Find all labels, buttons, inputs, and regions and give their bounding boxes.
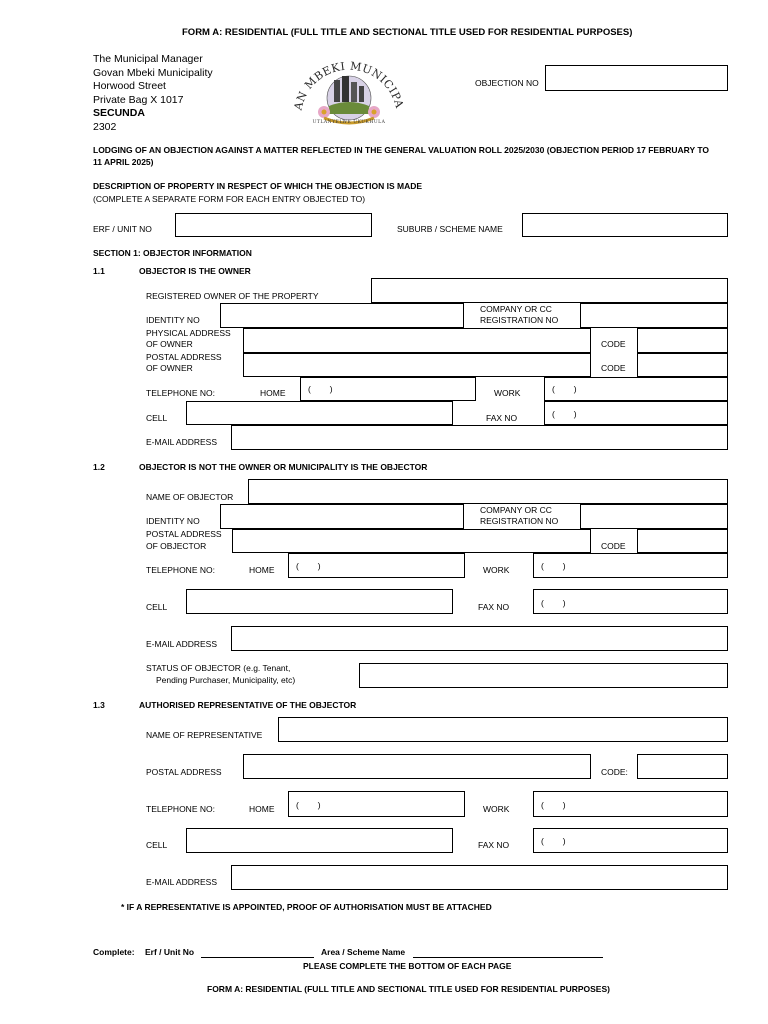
status-label-cont: Pending Purchaser, Municipality, etc) [156, 675, 296, 685]
representative-fax-field[interactable] [533, 828, 728, 853]
postal-address-label-cont: OF OWNER [146, 363, 193, 373]
logo-motto: UTLANYELWE UKUKHULA [312, 120, 386, 125]
representative-name-field[interactable] [278, 717, 728, 742]
code-label: CODE [601, 363, 626, 373]
status-label: STATUS OF OBJECTOR (e.g. Tenant, [146, 663, 291, 673]
telephone-label: TELEPHONE NO: [146, 804, 215, 814]
objector-company-field[interactable] [580, 504, 728, 529]
municipality-logo [284, 48, 414, 130]
section-number: 1.1 [93, 266, 105, 276]
postal-address-label: POSTAL ADDRESS [146, 529, 222, 539]
physical-code-field[interactable] [637, 328, 728, 353]
cell-label: CELL [146, 840, 168, 850]
objection-no-label: OBJECTION NO [475, 78, 539, 88]
footer-area-blank[interactable] [413, 949, 603, 958]
work-label: WORK [483, 804, 510, 814]
logo-emblem-icon [284, 48, 414, 130]
area-code-parens: ( ) [541, 836, 566, 846]
email-label: E-MAIL ADDRESS [146, 639, 218, 649]
physical-address-label-cont: OF OWNER [146, 339, 193, 349]
email-field[interactable] [231, 425, 728, 450]
fax-label: FAX NO [486, 413, 518, 423]
suburb-label: SUBURB / SCHEME NAME [397, 224, 503, 234]
area-code-parens: ( ) [552, 409, 577, 419]
cell-label: CELL [146, 602, 168, 612]
area-code-parens: ( ) [552, 384, 577, 394]
representative-cell-field[interactable] [186, 828, 453, 853]
fax-label: FAX NO [478, 840, 510, 850]
lodging-heading-cont: 11 APRIL 2025) [93, 157, 154, 167]
postal-address-field[interactable] [243, 353, 591, 377]
fax-label: FAX NO [478, 602, 510, 612]
home-label: HOME [260, 388, 286, 398]
home-label: HOME [249, 804, 275, 814]
suburb-field[interactable] [522, 213, 728, 237]
registered-owner-label: REGISTERED OWNER OF THE PROPERTY [146, 291, 319, 301]
work-phone-field[interactable] [544, 377, 728, 401]
representative-note: * IF A REPRESENTATIVE IS APPOINTED, PROOF OF AUTHORISATION MUST BE ATTACHED [121, 902, 492, 912]
representative-work-phone-field[interactable] [533, 791, 728, 817]
area-code-parens: ( ) [541, 561, 566, 571]
work-label: WORK [494, 388, 521, 398]
objector-home-phone-field[interactable] [288, 553, 465, 578]
objection-no-field[interactable] [545, 65, 728, 91]
logo-arc-text: AN MBEKI MUNICIPA [291, 59, 406, 112]
home-label: HOME [249, 565, 275, 575]
email-label: E-MAIL ADDRESS [146, 877, 218, 887]
objector-cell-field[interactable] [186, 589, 453, 614]
footer-area-label: Area / Scheme Name [321, 947, 406, 957]
area-code-parens: ( ) [308, 384, 333, 394]
objector-postal-field[interactable] [232, 529, 591, 553]
addressee-postcode: 2302 [93, 120, 117, 133]
postal-address-label: POSTAL ADDRESS [146, 352, 222, 362]
objector-work-phone-field[interactable] [533, 553, 728, 578]
objector-fax-field[interactable] [533, 589, 728, 614]
footer-note: PLEASE COMPLETE THE BOTTOM OF EACH PAGE [303, 961, 512, 971]
addressee-line: Horwood Street [93, 80, 166, 92]
footer-form-title: FORM A: RESIDENTIAL (FULL TITLE AND SECTIONAL TITLE USED FOR RESIDENTIAL PURPOSES) [207, 984, 610, 994]
email-label: E-MAIL ADDRESS [146, 437, 218, 447]
section-1-1-title: OBJECTOR IS THE OWNER [139, 266, 251, 276]
representative-code-field[interactable] [637, 754, 728, 779]
addressee-city: SECUNDA [93, 107, 145, 119]
erf-field[interactable] [175, 213, 372, 237]
identity-no-label: IDENTITY NO [146, 315, 200, 325]
company-label-cont: REGISTRATION NO [480, 315, 559, 325]
physical-address-field[interactable] [243, 328, 591, 353]
representative-name-label: NAME OF REPRESENTATIVE [146, 730, 263, 740]
area-code-parens: ( ) [296, 561, 321, 571]
company-label: COMPANY OR CC [480, 304, 552, 314]
telephone-label: TELEPHONE NO: [146, 388, 215, 398]
form-title: FORM A: RESIDENTIAL (FULL TITLE AND SECTIONAL TITLE USED FOR RESIDENTIAL PURPOSES) [182, 27, 633, 38]
objector-name-field[interactable] [248, 479, 728, 504]
addressee-line: Private Bag X 1017 [93, 93, 184, 106]
section-number: 1.2 [93, 462, 105, 472]
code-label: CODE: [601, 767, 628, 777]
addressee-block [93, 53, 213, 134]
footer-erf-label: Erf / Unit No [145, 947, 195, 957]
code-label: CODE [601, 339, 626, 349]
footer-erf-blank[interactable] [201, 949, 314, 958]
description-heading: DESCRIPTION OF PROPERTY IN RESPECT OF WHICH THE OBJECTION IS MADE [93, 181, 423, 191]
representative-home-phone-field[interactable] [288, 791, 465, 817]
telephone-label: TELEPHONE NO: [146, 565, 215, 575]
identity-no-label: IDENTITY NO [146, 516, 200, 526]
work-label: WORK [483, 565, 510, 575]
section-1-2-title: OBJECTOR IS NOT THE OWNER OR MUNICIPALITY IS THE OBJECTOR [139, 462, 428, 472]
area-code-parens: ( ) [541, 800, 566, 810]
representative-postal-field[interactable] [243, 754, 591, 779]
postal-code-field[interactable] [637, 353, 728, 377]
objector-email-field[interactable] [231, 626, 728, 651]
lodging-heading: LODGING OF AN OBJECTION AGAINST A MATTER REFLECTED IN THE GENERAL VALUATION ROLL 2025/2030 (OBJECTION PERIOD 17 FEBRUARY TO [93, 145, 710, 155]
addressee-line: Govan Mbeki Municipality [93, 66, 213, 79]
objector-code-field[interactable] [637, 529, 728, 553]
area-code-parens: ( ) [296, 800, 321, 810]
erf-label: ERF / UNIT NO [93, 224, 152, 234]
description-note: (COMPLETE A SEPARATE FORM FOR EACH ENTRY OBJECTED TO) [93, 194, 366, 204]
postal-address-label-cont: OF OBJECTOR [146, 541, 207, 551]
section-1-3-title: AUTHORISED REPRESENTATIVE OF THE OBJECTOR [139, 700, 357, 710]
complete-label: Complete: [93, 947, 135, 957]
registered-owner-field[interactable] [371, 278, 728, 303]
section-number: 1.3 [93, 700, 105, 710]
cell-label: CELL [146, 413, 168, 423]
addressee-line: The Municipal Manager [93, 53, 203, 65]
physical-address-label: PHYSICAL ADDRESS [146, 328, 231, 338]
code-label: CODE [601, 541, 626, 551]
objector-status-field[interactable] [359, 663, 728, 688]
area-code-parens: ( ) [541, 598, 566, 608]
objector-name-label: NAME OF OBJECTOR [146, 492, 234, 502]
identity-no-field[interactable] [220, 303, 464, 328]
cell-field[interactable] [186, 401, 453, 425]
fax-field[interactable] [544, 401, 728, 425]
objector-identity-field[interactable] [220, 504, 464, 529]
representative-email-field[interactable] [231, 865, 728, 890]
section1-title: SECTION 1: OBJECTOR INFORMATION [93, 248, 252, 258]
company-label: COMPANY OR CC [480, 505, 552, 515]
home-phone-field[interactable] [300, 377, 476, 401]
postal-address-label: POSTAL ADDRESS [146, 767, 222, 777]
company-label-cont: REGISTRATION NO [480, 516, 559, 526]
company-reg-field[interactable] [580, 303, 728, 328]
